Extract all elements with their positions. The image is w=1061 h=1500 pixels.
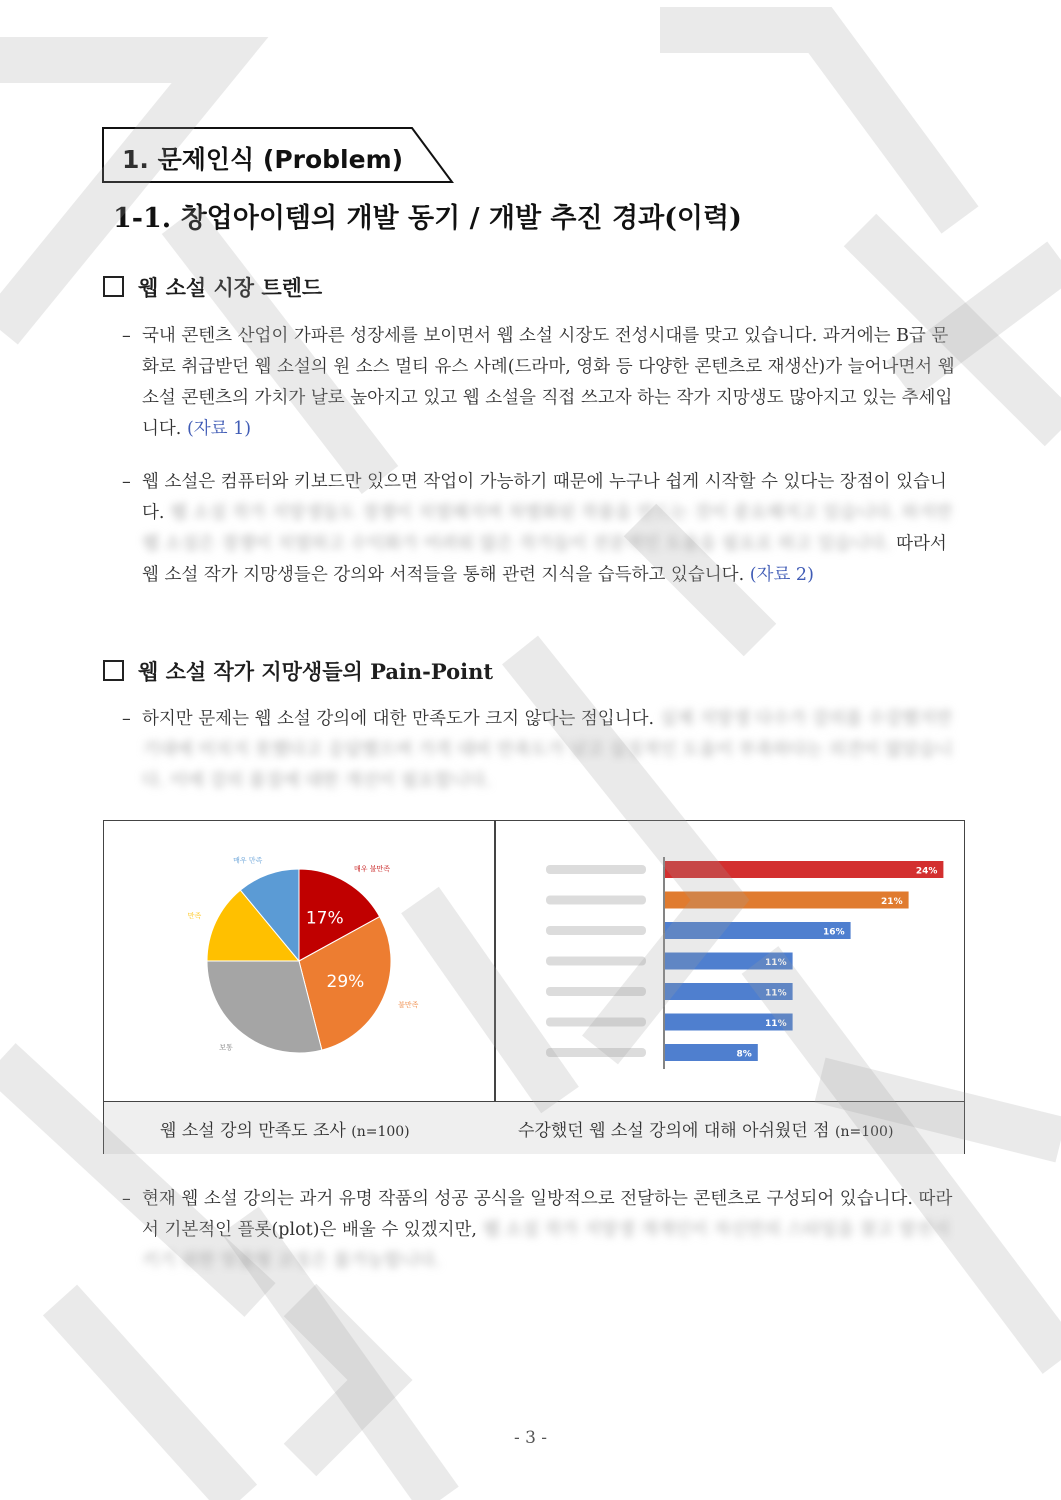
satisfaction-pie-chart (104, 821, 494, 1101)
blurred-category-label (546, 987, 646, 996)
blurred-category-label (546, 1048, 646, 1057)
blurred-category-label (546, 926, 646, 935)
paragraph-text: 국내 콘텐츠 산업이 가파른 성장세를 보이면서 웹 소설 시장도 전성시대를 맞고 있습니다. 과거에는 B급 문화로 취급받던 웹 소설의 원 소스 멀티 유스 사례(드라마, 영화 등 다양한 콘텐츠로 재생산)가 늘어나면서 웹 소설 콘텐츠의 가치가 날로 높아지고 있고 웹 소설을 직접 쓰고자 하는 작가 지망생도 많아지고 있는 추세입니다. (142, 326, 955, 439)
blurred-category-label (546, 896, 646, 905)
blurred-text: 웹 소설 작가 지망생 개개인이 자신만의 스타일을 찾고 발전시키기 위한 맞춤형 코칭은 불가능합니다. (142, 1220, 950, 1271)
regret-bar-chart (496, 821, 964, 1101)
bar (665, 892, 909, 909)
page-number: - 3 - (513, 1428, 548, 1448)
bar-value-label: 8% (736, 1049, 752, 1060)
pie-caption-text: 웹 소설 강의 만족도 조사 (160, 1121, 346, 1141)
blurred-category-label (546, 1018, 646, 1027)
blurred-text: 웹 소설 작가 지망생들도 경쟁이 치열해지며 차별화된 작품을 만드는 것이 중요해지고 있습니다. 하지만 웹 소설은 경쟁이 치열하고 수익화가 어려워 많은 작가들이 전문적인 도움을 필요로 하고 있습니다. (142, 503, 953, 554)
bar-caption (518, 1116, 893, 1141)
heading-pain-point (103, 656, 493, 686)
paragraph-text: 웹 소설은 컴퓨터와 키보드만 있으면 작업이 가능하기 때문에 누구나 쉽게 시작할 수 있다는 장점이 있습니다. (142, 472, 947, 523)
checkbox-square-icon (103, 276, 124, 297)
bar-caption-n: (n=100) (835, 1124, 894, 1140)
survey-figure (103, 820, 965, 1154)
paragraph-accessibility (122, 467, 962, 591)
reference-link[interactable]: (자료 2) (749, 565, 814, 585)
paragraph-text: 현재 웹 소설 강의는 과거 유명 작품의 성공 공식을 일방적으로 전달하는 콘텐츠로 구성되어 있습니다. 따라서 기본적인 플롯(plot)은 배울 수 있겠지만, (142, 1189, 953, 1240)
pie-category-label: 보통 (219, 1043, 233, 1052)
heading-text: 웹 소설 시장 트렌드 (138, 275, 323, 300)
page-subtitle: 1-1. 창업아이템의 개발 동기 / 개발 추진 경과(이력) (113, 203, 742, 234)
paragraph-market-trend (122, 321, 962, 445)
bar-value-label: 16% (823, 927, 845, 938)
pie-category-label: 만족 (187, 912, 202, 921)
paragraph-pain-point (122, 704, 962, 797)
caption-row (104, 1101, 964, 1154)
checkbox-square-icon (103, 660, 124, 681)
blurred-text: 실제 지망생 다수가 강의를 수강했지만 기대에 미치지 못했다고 응답했으며 가격 대비 만족도가 낮고 실질적인 도움이 부족하다는 의견이 많았습니다. 이에 강의 품질에 대한 개선이 필요합니다. (142, 709, 953, 791)
paragraph-text: 하지만 문제는 웹 소설 강의에 대한 만족도가 크지 않다는 점입니다. (142, 709, 655, 729)
heading-text: 웹 소설 작가 지망생들의 Pain-Point (138, 659, 494, 684)
bar-svg (496, 821, 964, 1101)
pie-value-label: 17% (305, 908, 344, 929)
bar-value-label: 11% (765, 958, 787, 968)
bar-value-label: 24% (915, 866, 938, 877)
bar-caption-text: 수강했던 웹 소설 강의에 대해 아쉬웠던 점 (518, 1121, 830, 1141)
heading-market-trend (103, 272, 322, 302)
pie-caption (160, 1116, 410, 1141)
pie-svg (104, 821, 494, 1101)
pie-value-label: 29% (326, 972, 365, 993)
section-title: 1. 문제인식 (Problem) (122, 145, 404, 174)
blurred-category-label (546, 865, 646, 874)
dash-marker: – (122, 472, 131, 492)
blurred-category-label (546, 957, 646, 966)
pie-category-label: 매우 불만족 (353, 865, 391, 874)
bar-value-label: 11% (765, 1019, 787, 1029)
pie-caption-n: (n=100) (351, 1124, 410, 1140)
dash-marker: – (122, 1189, 131, 1209)
pie-category-label: 불만족 (398, 1000, 419, 1009)
bar (665, 861, 943, 878)
paragraph-text-2: 따라서 웹 소설 작가 지망생들은 강의와 서적들을 통해 관련 지식을 습득하고 있습니다. (142, 534, 947, 585)
paragraph-current-lectures (122, 1184, 962, 1277)
bar-value-label: 11% (765, 988, 787, 999)
dash-marker: – (122, 326, 131, 346)
bar-value-label: 21% (881, 897, 903, 907)
dash-marker: – (122, 709, 131, 729)
reference-link[interactable]: (자료 1) (186, 419, 252, 439)
pie-category-label: 매우 만족 (233, 856, 263, 865)
